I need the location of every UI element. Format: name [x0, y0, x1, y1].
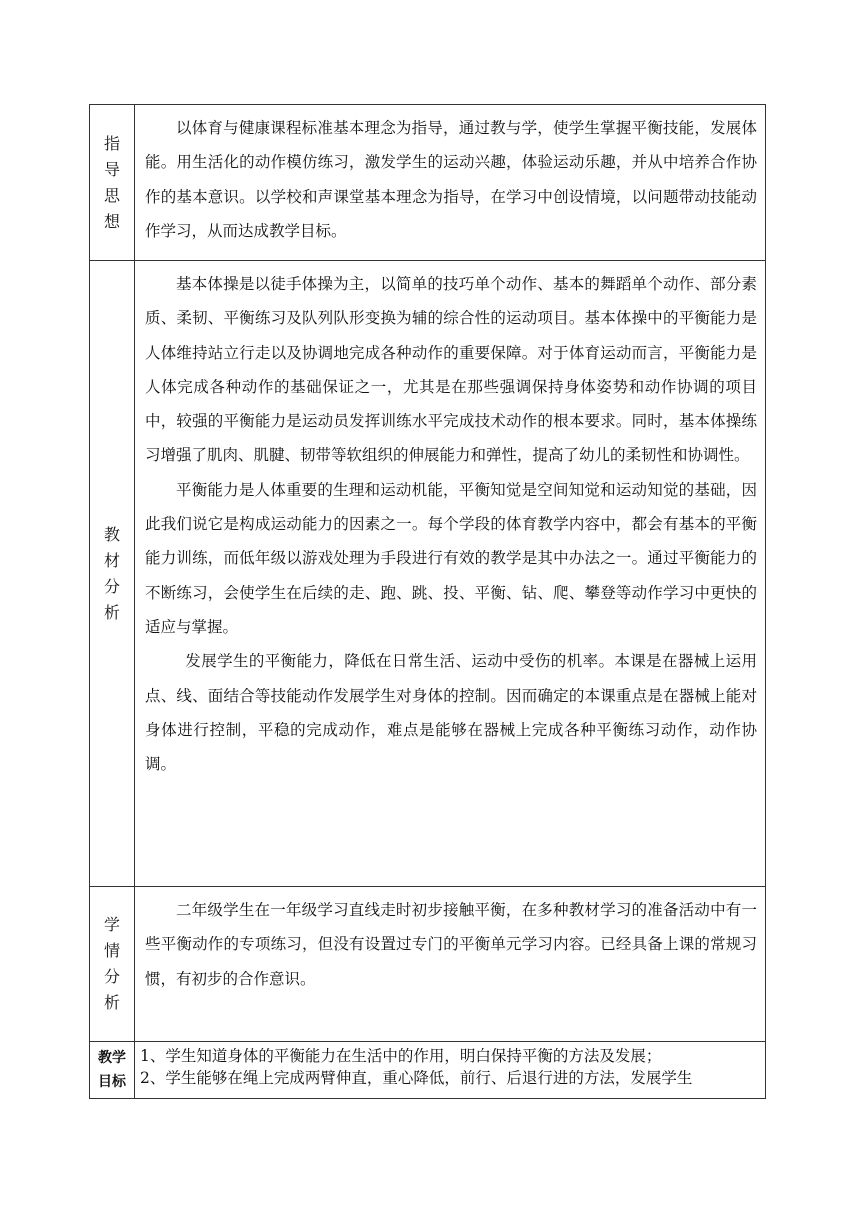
lesson-plan-table: [89, 104, 766, 1099]
guiding-thought-row: [90, 105, 766, 261]
learner-analysis-label: 学情分析: [103, 915, 120, 1012]
learner-analysis-content: [135, 887, 766, 1042]
learner-analysis-label-cell: [90, 887, 135, 1042]
teaching-goals-content: [135, 1042, 766, 1099]
learner-analysis-paragraph: 二年级学生在一年级学习直线走时初步接触平衡，在多种教材学习的准备活动中有一些平衡动作的专项练习，但没有设置过专门的平衡单元学习内容。已经具备上课的常规习惯，有初步的合作意识。: [145, 901, 757, 988]
guiding-thought-content: [135, 105, 766, 261]
material-analysis-paragraph-2: 平衡能力是人体重要的生理和运动机能，平衡知觉是空间知觉和运动知觉的基础，因此我们说它是构成运动能力的因素之一。每个学段的体育教学内容中，都会有基本的平衡能力训练，而低年级以游戏处理为手段进行有效的教学是其中办法之一。通过平衡能力的不断练习，会使学生在后续的走、跑、跳、投、平衡、钻、爬、攀登等动作学习中更快的适应与掌握。: [145, 480, 757, 636]
material-analysis-row: [90, 261, 766, 887]
material-analysis-paragraph-1: 基本体操是以徒手体操为主，以简单的技巧单个动作、基本的舞蹈单个动作、部分素质、柔韧、平衡练习及队列队形变换为辅的综合性的运动项目。基本体操中的平衡能力是人体维持站立行走以及协调地完成各种动作的重要保障。对于体育运动而言，平衡能力是人体完成各种动作的基础保证之一，尤其是在那些强调保持身体姿势和动作协调的项目中，较强的平衡能力是运动员发挥训练水平完成技术动作的根本要求。同时，基本体操练习增强了肌肉、肌腱、韧带等软组织的伸展能力和弹性，提高了幼儿的柔韧性和协调性。: [145, 275, 757, 465]
teaching-goals-label: 教学目标: [97, 1050, 126, 1090]
material-analysis-paragraph-3: 发展学生的平衡能力，降低在日常生活、运动中受伤的机率。本课是在器械上运用点、线、面结合等技能动作发展学生对身体的控制。因而确定的本课重点是在器械上能对身体进行控制，平稳的完成动作，难点是能够在器械上完成各种平衡练习动作，动作协调。: [145, 652, 757, 774]
teaching-goals-label-cell: [90, 1042, 135, 1099]
guiding-thought-label: 指导思想: [103, 133, 120, 231]
learner-analysis-row: [90, 887, 766, 1042]
guiding-thought-label-cell: [90, 105, 135, 261]
teaching-goals-row: [90, 1042, 766, 1099]
material-analysis-label: 教材分析: [103, 524, 120, 622]
material-analysis-label-cell: [90, 261, 135, 887]
teaching-goal-item-2: 2、学生能够在绳上完成两臂伸直，重心降低，前行、后退行进的方法，发展学生: [140, 1069, 693, 1087]
guiding-thought-paragraph: 以体育与健康课程标准基本理念为指导，通过教与学，使学生掌握平衡技能，发展体能。用生活化的动作模仿练习，激发学生的运动兴趣，体验运动乐趣，并从中培养合作协作的基本意识。以学校和声课堂基本理念为指导，在学习中创设情境，以问题带动技能动作学习，从而达成教学目标。: [145, 119, 757, 240]
teaching-goal-item-1: 1、学生知道身体的平衡能力在生活中的作用，明白保持平衡的方法及发展；: [140, 1047, 662, 1065]
material-analysis-content: [135, 261, 766, 887]
